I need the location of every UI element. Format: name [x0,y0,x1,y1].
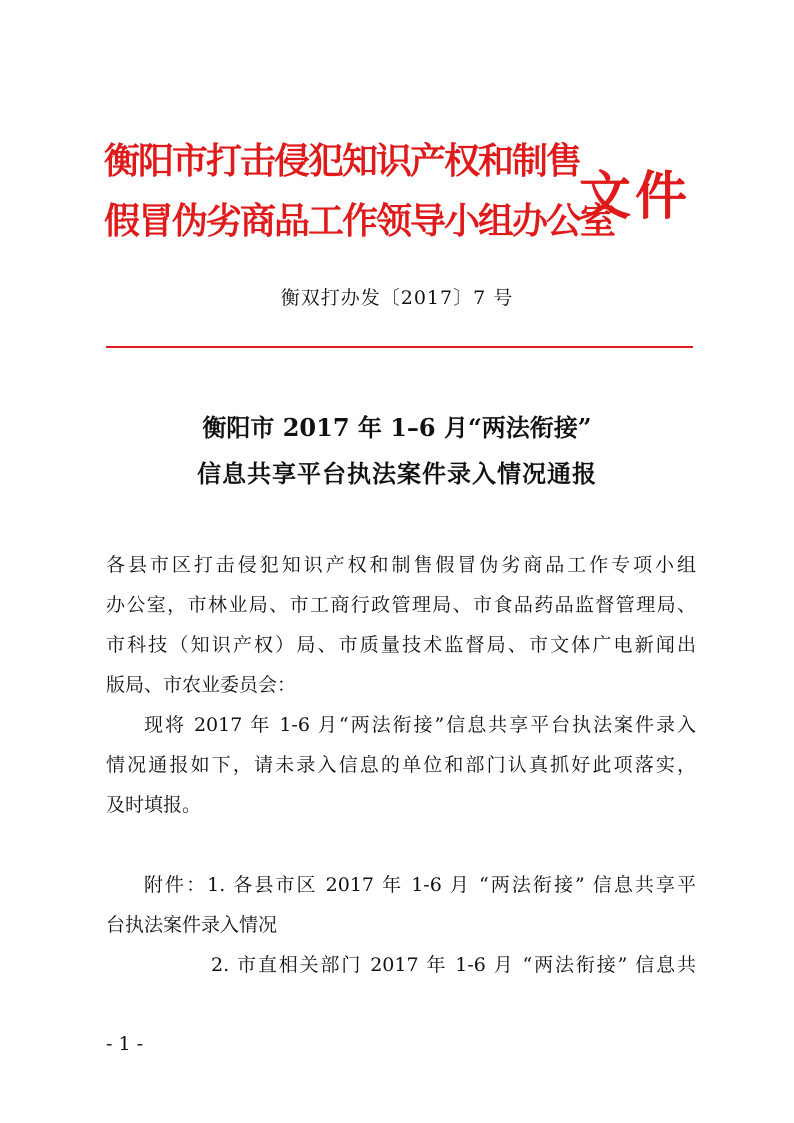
paragraph-line: 现将 2017 年 1-6 月“两法衔接”信息共享平台执法案件录入 [144,714,696,736]
attachment-2-line-1: 2. 市直相关部门 2017 年 1-6 月 “两法衔接” 信息共 [211,954,696,976]
recipients-line: 各县市区打击侵犯知识产权和制售假冒伪劣商品工作专项小组 [106,554,696,576]
notice-title-line-2: 信息共享平台执法案件录入情况通报 [197,459,597,488]
recipients-line: 办公室，市林业局、市工商行政管理局、市食品药品监督管理局、 [106,594,696,616]
page-number: - 1 - [106,1033,144,1055]
issuing-org-line-1: 衡阳市打击侵犯知识产权和制售 [104,140,581,182]
document-label: 文件 [579,166,692,227]
attachment-1-line-1: 附件：1. 各县市区 2017 年 1-6 月 “两法衔接” 信息共享平 [144,874,696,896]
recipients-line: 版局、市农业委员会： [106,674,297,696]
paragraph-line: 情况通报如下，请未录入信息的单位和部门认真抓好此项落实， [106,754,696,776]
recipients-line: 市科技（知识产权）局、市质量技术监督局、市文体广电新闻出 [106,634,696,656]
document-number: 衡双打办发〔2017〕7 号 [280,287,514,309]
issuing-org-line-2: 假冒伪劣商品工作领导小组办公室 [104,200,615,242]
attachment-1-line-2: 台执法案件录入情况 [106,914,278,936]
recipients-block [106,545,696,705]
red-divider [106,346,693,348]
paragraph-line: 及时填报。 [106,794,202,816]
notice-title-line-1: 衡阳市 2017 年 1–6 月“两法衔接” [202,413,592,442]
attachments-block [106,865,696,985]
body-paragraph [106,705,696,825]
document-header [104,133,704,263]
